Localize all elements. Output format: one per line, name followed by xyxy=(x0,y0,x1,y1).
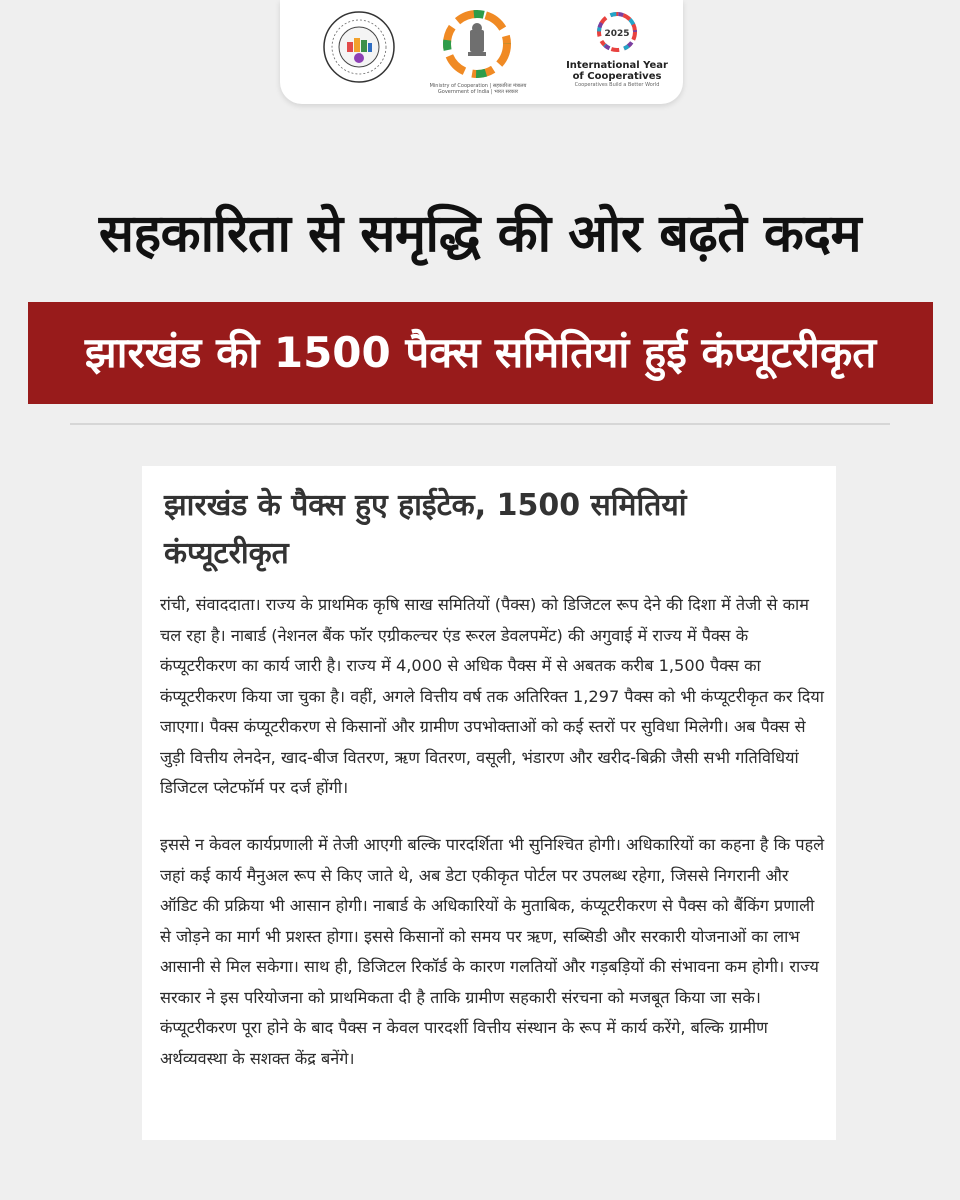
cooperative-seal-logo xyxy=(322,10,396,88)
ministry-emblem-logo xyxy=(430,10,524,84)
logo-bar xyxy=(280,0,683,104)
iyc-2025-logo xyxy=(562,10,672,89)
iyc-title xyxy=(562,60,672,82)
article-paragraph-2: इससे न केवल कार्यप्रणाली में तेजी आएगी बल्कि पारदर्शिता भी सुनिश्चित होगी। अधिकारियों का कहना है कि पहले जहां कई कार्य मैनुअल रूप से किए जाते थे, अब डेटा एकीकृत पोर्टल पर उपलब्ध रहेगा, जिससे निगरानी और ऑडिट की प्रक्रिया भी आसान होगी। नाबार्ड के अधिकारियों के मुताबिक, कंप्यूटरीकरण से पैक्स को बैंकिंग प्रणाली से जोड़ने का मार्ग भी प्रशस्त होगा। इससे किसानों को समय पर ऋण, सब्सिडी और सरकारी योजनाओं का लाभ आसानी से मिल सकेगा। साथ ही, डिजिटल रिकॉर्ड के कारण गलतियों और गड़बड़ियों की संभावना कम होगी। राज्य सरकार ने इस परियोजना को प्राथमिकता दी है ताकि ग्रामीण सहकारी संरचना को मजबूत किया जा सके। कंप्यूटरीकरण पूरा होने के बाद पैक्स न केवल पारदर्शी वित्तीय संस्थान के रूप में कार्य करेंगे, बल्कि ग्रामीण अर्थव्यवस्था के सशक्त केंद्र बनेंगे। xyxy=(160,835,825,1068)
red-banner xyxy=(28,302,933,404)
iyc-year: 2025 xyxy=(604,29,630,39)
iyc-title-line2: of Cooperatives xyxy=(572,71,662,82)
ministry-caption: Ministry of Cooperation | सहकारिता मंत्रालय Government of India | भारत सरकार xyxy=(429,83,527,95)
iyc-tagline: Cooperatives Build a Better World xyxy=(574,82,660,88)
article-title: झारखंड के पैक्स हुए हाईटेक, 1500 समितियां कंप्यूटरीकृत xyxy=(164,488,687,571)
iyc-title-line1: International Year xyxy=(566,60,668,71)
article-paragraph-1: रांची, संवाददाता। राज्य के प्राथमिक कृषि साख समितियों (पैक्स) को डिजिटल रूप देने की दिशा में तेजी से काम चल रहा है। नाबार्ड (नेशनल बैंक फॉर एग्रीकल्चर एंड रूरल डेवलपमेंट) की अगुवाई में राज्य में पैक्स के कंप्यूटरीकरण का कार्य जारी है। राज्य में 4,000 से अधिक पैक्स में से अबतक करीब 1,500 पैक्स का कंप्यूटरीकरण किया जा चुका है। वहीं, अगले वित्तीय वर्ष तक अतिरिक्त 1,297 पैक्स को भी कंप्यूटरीकृत कर दिया जाएगा। पैक्स कंप्यूटरीकरण से किसानों और ग्रामीण उपभोक्ताओं को कई स्तरों पर सुविधा मिलेगी। अब पैक्स से जुड़ी वित्तीय लेनदेन, खाद-बीज वितरण, ऋण वितरण, वसूली, भंडारण और खरीद-बिक्री जैसी सभी गतिविधियां डिजिटल प्लेटफॉर्म पर दर्ज होंगी। xyxy=(160,595,824,797)
divider xyxy=(70,423,890,425)
page-headline: सहकारिता से समृद्धि की ओर बढ़ते कदम xyxy=(98,204,862,264)
banner-text: झारखंड की 1500 पैक्स समितियां हुई कंप्यूटरीकृत xyxy=(84,328,877,377)
news-clipping xyxy=(142,466,836,1140)
